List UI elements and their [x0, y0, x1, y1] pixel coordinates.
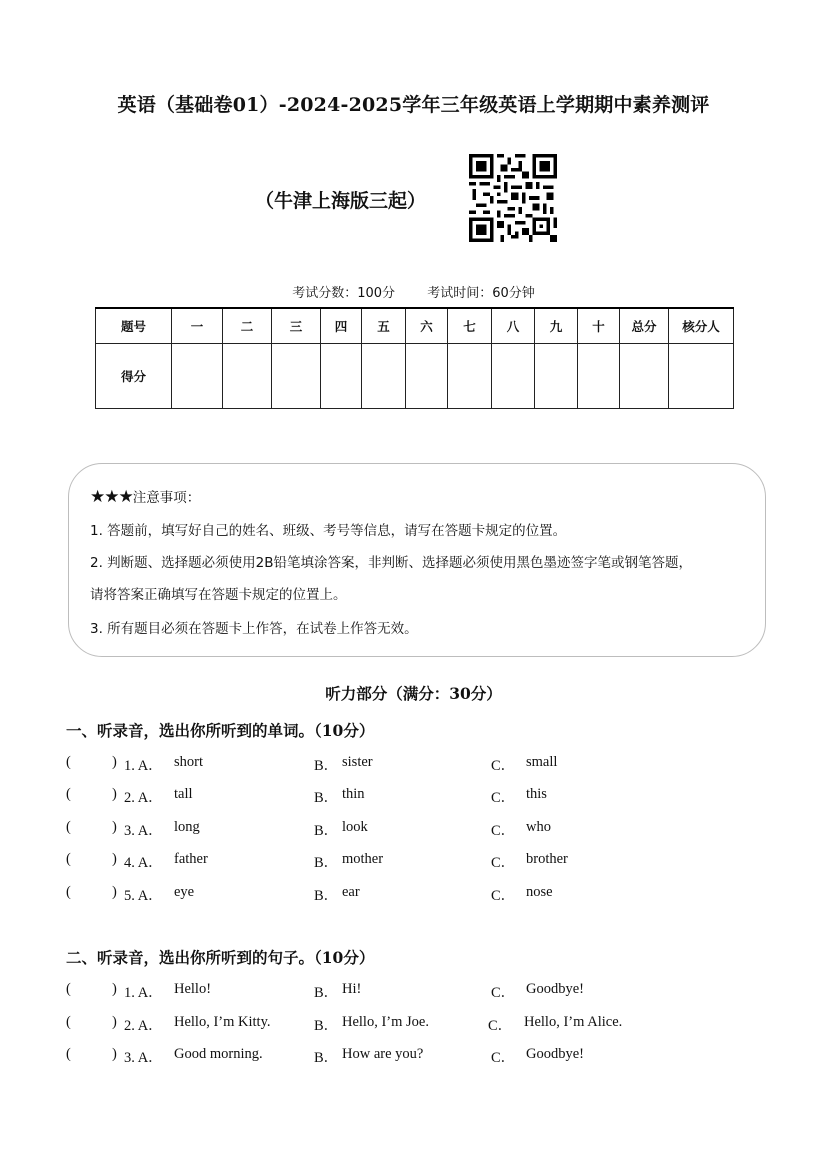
- score-cell[interactable]: [448, 344, 492, 409]
- question-row: ( ) 2. A． Hello, I’m Kitty. B． Hello, I’m Joe. C． Hello, I’m Alice.: [66, 1014, 623, 1034]
- question-row: ( ) 4. A． father B． mother C． brother: [66, 851, 568, 871]
- page-title: 英语（基础卷01）-2024-2025学年三年级英语上学期期中素养测评: [117, 94, 710, 116]
- notice-heading-text: 注意事项：: [132, 490, 201, 506]
- option-a[interactable]: eye: [174, 884, 195, 900]
- score-cell[interactable]: [272, 344, 321, 409]
- option-b[interactable]: look: [342, 819, 368, 835]
- option-b[interactable]: Hi!: [342, 981, 362, 997]
- question-row: ( ) 3. A． long B． look C． who: [66, 819, 551, 839]
- question-row: ( ) 1. A． Hello! B． Hi! C． Goodbye!: [66, 981, 584, 1001]
- qr-code-icon: [469, 154, 557, 242]
- score-table-header-cell: 总分: [620, 308, 669, 344]
- score-table-header-cell: 七: [448, 308, 492, 344]
- option-a[interactable]: Good morning.: [174, 1046, 263, 1062]
- notice-item: 1. 答题前，填写好自己的姓名、班级、考号等信息，请写在答题卡规定的位置。: [90, 523, 567, 539]
- score-cell[interactable]: [669, 344, 734, 409]
- option-b[interactable]: sister: [342, 754, 373, 770]
- score-cell[interactable]: [578, 344, 620, 409]
- score-cell[interactable]: [321, 344, 362, 409]
- score-table-header-cell: 一: [172, 308, 223, 344]
- score-cell[interactable]: [620, 344, 669, 409]
- exam-info: [0, 282, 827, 301]
- option-c[interactable]: nose: [526, 884, 553, 900]
- score-table: [95, 307, 734, 409]
- score-cell[interactable]: [406, 344, 448, 409]
- option-b[interactable]: thin: [342, 786, 365, 802]
- score-table-header-cell: 核分人: [669, 308, 734, 344]
- section-1-title: 一、听录音，选出你所听到的单词。（10分）: [66, 721, 375, 740]
- score-table-score-row: [96, 344, 734, 409]
- option-b[interactable]: mother: [342, 851, 384, 867]
- option-c[interactable]: Goodbye!: [526, 1046, 584, 1062]
- option-b[interactable]: How are you?: [342, 1046, 424, 1062]
- notice-item: 3. 所有题目必须在答题卡上作答，在试卷上作答无效。: [90, 621, 418, 637]
- option-b[interactable]: ear: [342, 884, 360, 900]
- option-a[interactable]: Hello, I’m Kitty.: [174, 1014, 271, 1030]
- score-table-header-row: [96, 308, 734, 344]
- option-a[interactable]: Hello!: [174, 981, 212, 997]
- score-row-label: 得分: [96, 344, 172, 409]
- question-row: ( ) 3. A． Good morning. B． How are you? C． Goodbye!: [66, 1046, 584, 1066]
- score-table-header-cell: 四: [321, 308, 362, 344]
- score-cell[interactable]: [362, 344, 406, 409]
- score-table-header-cell: 六: [406, 308, 448, 344]
- score-table-header-cell: 八: [492, 308, 535, 344]
- option-c[interactable]: small: [526, 754, 558, 770]
- score-table-header-cell: 九: [535, 308, 578, 344]
- score-cell[interactable]: [172, 344, 223, 409]
- option-a[interactable]: tall: [174, 786, 193, 802]
- score-table-header-cell: 五: [362, 308, 406, 344]
- score-table-header-cell: 题号: [96, 308, 172, 344]
- exam-time: 考试时间：60分钟: [427, 286, 535, 301]
- listening-title: 听力部分（满分：30分）: [325, 684, 502, 703]
- option-a[interactable]: long: [174, 819, 200, 835]
- score-cell[interactable]: [535, 344, 578, 409]
- question-row: ( ) 1. A． short B． sister C． small: [66, 754, 558, 774]
- option-c[interactable]: brother: [526, 851, 568, 867]
- question-row: ( ) 2. A． tall B． thin C． this: [66, 786, 547, 806]
- option-a[interactable]: short: [174, 754, 203, 770]
- page-subtitle: （牛津上海版三起）: [255, 190, 427, 212]
- option-c[interactable]: Goodbye!: [526, 981, 584, 997]
- score-table-header-cell: 十: [578, 308, 620, 344]
- score-cell[interactable]: [492, 344, 535, 409]
- option-a[interactable]: father: [174, 851, 208, 867]
- notice-item: 请将答案正确填写在答题卡规定的位置上。: [90, 587, 347, 603]
- notice-item: 2. 判断题、选择题必须使用2B铅笔填涂答案，非判断、选择题必须使用黑色墨迹签字笔或钢笔答题，: [90, 555, 693, 571]
- section-2-title: 二、听录音，选出你所听到的句子。（10分）: [66, 948, 375, 967]
- score-cell[interactable]: [223, 344, 272, 409]
- notice-heading: [90, 486, 200, 507]
- option-b[interactable]: Hello, I’m Joe.: [342, 1014, 429, 1030]
- question-row: ( ) 5. A． eye B． ear C． nose: [66, 884, 553, 904]
- star-icons: ★★★: [90, 487, 133, 507]
- score-table-header-cell: 二: [223, 308, 272, 344]
- option-c[interactable]: who: [526, 819, 551, 835]
- option-c[interactable]: this: [526, 786, 547, 802]
- exam-score: 考试分数：100分: [292, 286, 396, 301]
- score-table-header-cell: 三: [272, 308, 321, 344]
- option-c[interactable]: Hello, I’m Alice.: [524, 1014, 623, 1030]
